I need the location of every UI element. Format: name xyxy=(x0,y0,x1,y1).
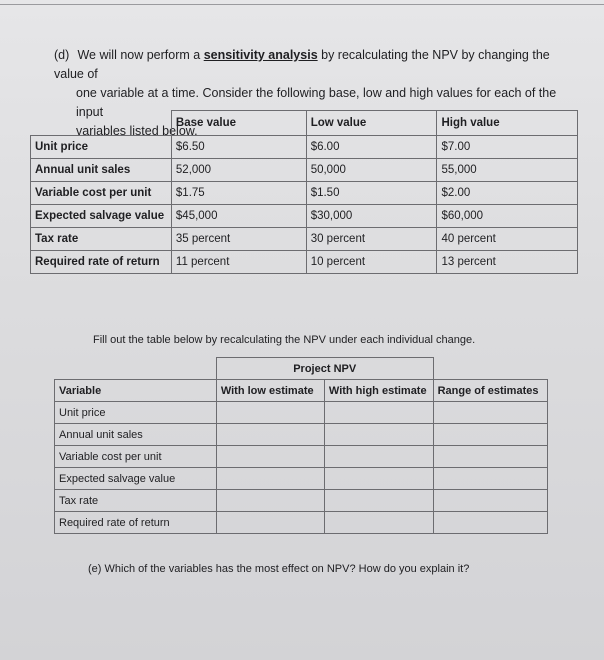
question-d-line1 xyxy=(54,46,574,84)
header-base-value: Base value xyxy=(171,111,306,136)
low-estimate-input-cell[interactable] xyxy=(216,468,324,490)
range-input-cell[interactable] xyxy=(433,512,547,534)
low-cell: $1.50 xyxy=(306,182,437,205)
row-label: Tax rate xyxy=(31,228,172,251)
row-label: Expected salvage value xyxy=(31,205,172,228)
sensitivity-analysis-term: sensitivity analysis xyxy=(203,48,318,62)
npv-row-label: Annual unit sales xyxy=(55,424,217,446)
base-cell: 11 percent xyxy=(171,251,306,274)
header-low-value: Low value xyxy=(306,111,437,136)
high-cell: $60,000 xyxy=(437,205,578,228)
low-estimate-input-cell[interactable] xyxy=(216,424,324,446)
table-row xyxy=(31,228,578,251)
table-row xyxy=(55,446,548,468)
npv-row-label: Variable cost per unit xyxy=(55,446,217,468)
base-cell: $1.75 xyxy=(171,182,306,205)
base-cell: $6.50 xyxy=(171,136,306,159)
table-row xyxy=(55,490,548,512)
base-cell: 52,000 xyxy=(171,159,306,182)
table-row xyxy=(31,251,578,274)
npv-header-row xyxy=(55,380,548,402)
high-estimate-input-cell[interactable] xyxy=(324,490,433,512)
table-row xyxy=(55,468,548,490)
low-estimate-input-cell[interactable] xyxy=(216,446,324,468)
row-label: Annual unit sales xyxy=(31,159,172,182)
table-row xyxy=(31,205,578,228)
fill-out-instruction: Fill out the table below by recalculating the NPV under each individual change. xyxy=(93,334,476,346)
question-d-line2: one variable at a time. Consider the following base, low and high values for each of the input xyxy=(76,86,557,119)
input-table-header-row xyxy=(31,111,578,136)
header-high-value: High value xyxy=(437,111,578,136)
range-input-cell[interactable] xyxy=(433,402,547,424)
range-input-cell[interactable] xyxy=(433,446,547,468)
npv-row-label: Expected salvage value xyxy=(55,468,217,490)
header-variable: Variable xyxy=(55,380,217,402)
base-cell: $45,000 xyxy=(171,205,306,228)
row-label: Unit price xyxy=(31,136,172,159)
header-range-of-estimates: Range of estimates xyxy=(433,380,547,402)
low-cell: 50,000 xyxy=(306,159,437,182)
question-d-label: (d) xyxy=(54,48,70,62)
project-npv-header: Project NPV xyxy=(216,358,433,380)
row-label: Variable cost per unit xyxy=(31,182,172,205)
high-cell: $7.00 xyxy=(437,136,578,159)
input-values-table xyxy=(30,110,578,274)
high-estimate-input-cell[interactable] xyxy=(324,468,433,490)
high-estimate-input-cell[interactable] xyxy=(324,402,433,424)
low-cell: 10 percent xyxy=(306,251,437,274)
npv-group-header-row xyxy=(55,358,548,380)
table-row xyxy=(55,402,548,424)
table-row xyxy=(31,182,578,205)
table-row xyxy=(55,512,548,534)
header-low-estimate: With low estimate xyxy=(216,380,324,402)
table-row xyxy=(55,424,548,446)
table-row xyxy=(31,159,578,182)
npv-row-label: Unit price xyxy=(55,402,217,424)
high-estimate-input-cell[interactable] xyxy=(324,424,433,446)
high-cell: $2.00 xyxy=(437,182,578,205)
high-cell: 55,000 xyxy=(437,159,578,182)
range-input-cell[interactable] xyxy=(433,468,547,490)
high-estimate-input-cell[interactable] xyxy=(324,446,433,468)
range-input-cell[interactable] xyxy=(433,424,547,446)
row-label: Required rate of return xyxy=(31,251,172,274)
header-blank-cell xyxy=(31,111,172,136)
question-e: (e) Which of the variables has the most effect on NPV? How do you explain it? xyxy=(88,563,470,575)
high-cell: 40 percent xyxy=(437,228,578,251)
header-high-estimate: With high estimate xyxy=(324,380,433,402)
high-estimate-input-cell[interactable] xyxy=(324,512,433,534)
high-cell: 13 percent xyxy=(437,251,578,274)
low-estimate-input-cell[interactable] xyxy=(216,512,324,534)
low-cell: 30 percent xyxy=(306,228,437,251)
low-estimate-input-cell[interactable] xyxy=(216,490,324,512)
group-header-spacer xyxy=(55,358,217,380)
low-cell: $30,000 xyxy=(306,205,437,228)
question-d-line3: variables listed below. xyxy=(76,124,198,138)
low-cell: $6.00 xyxy=(306,136,437,159)
question-d-text-pre: We will now perform a xyxy=(77,48,204,62)
table-row xyxy=(31,136,578,159)
project-npv-table xyxy=(54,357,548,534)
top-rule xyxy=(0,4,604,5)
base-cell: 35 percent xyxy=(171,228,306,251)
low-estimate-input-cell[interactable] xyxy=(216,402,324,424)
npv-row-label: Tax rate xyxy=(55,490,217,512)
npv-row-label: Required rate of return xyxy=(55,512,217,534)
group-header-spacer xyxy=(433,358,547,380)
question-d-text-post: by recalculating the NPV by changing the value of xyxy=(54,48,550,81)
range-input-cell[interactable] xyxy=(433,490,547,512)
